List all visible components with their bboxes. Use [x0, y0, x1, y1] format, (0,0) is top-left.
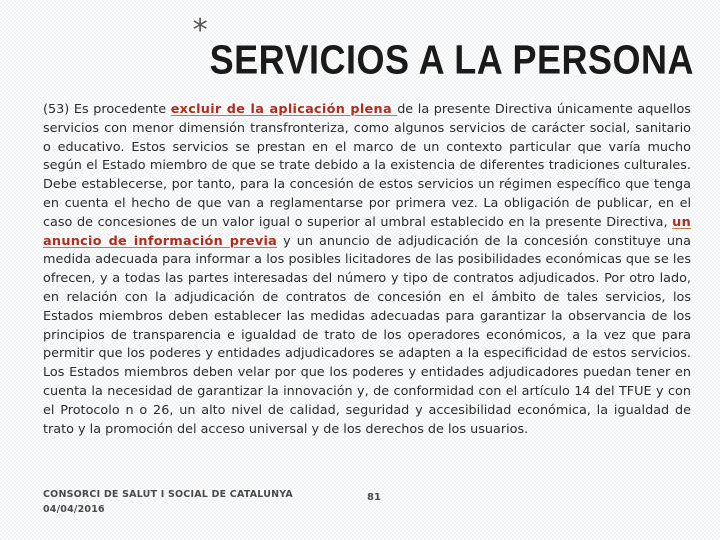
highlight-excluir: excluir de la aplicación plena [170, 102, 398, 117]
asterisk-marker: * [192, 13, 208, 48]
footer-credits [43, 487, 293, 517]
body-paragraph [43, 101, 691, 439]
paragraph-text-1: (53) Es procedente [43, 102, 171, 117]
footer-organization: CONSORCI DE SALUT I SOCIAL DE CATALUNYA [43, 489, 293, 500]
slide-header [192, 13, 694, 84]
paragraph-text-2: de la presente Directiva únicamente aquellos servicios con menor dimensión transfronteriza, como algunos servicios de carácter social, sanitario o educativo. Estos servicios se prestan en el marco de un contexto particular que varía mucho según el Estado miembro de que se trate debido a la existencia de diferentes tradiciones culturales. Debe establecerse, por tanto, para la concesión de estos servicios un régimen específico que tenga en cuenta el hecho de que van a reglamentarse por primera vez. La obligación de publicar, en el caso de concesiones de un valor igual o superior al umbral establecido en la presente Directiva, [43, 102, 691, 230]
slide-title: SERVICIOS A LA PERSONA [209, 36, 694, 83]
page-number: 81 [367, 492, 381, 503]
paragraph-text-3: y un anuncio de adjudicación de la concesión constituye una medida adecuada para informar a los posibles licitadores de las posibilidades económicas que se les ofrecen, y a todas las partes interesadas del número y tipo de contratos adjudicados. Por otro lado, en relación con la adjudicación de contratos de concesión en el ámbito de tales servicios, los Estados miembros deben establecer las medidas adecuadas para garantizar la observancia de los principios de transparencia e igualdad de trato de los operadores económicos, a la vez que para permitir que los poderes y entidades adjudicadores se adapten a la especificidad de estos servicios. Los Estados miembros deben velar por que los poderes y entidades adjudicadores puedan tener en cuenta la necesidad de garantizar la innovación y, de conformidad con el artículo 14 del TFUE y con el Protocolo n o 26, un alto nivel de calidad, seguridad y accesibilidad económica, la igualdad de trato y la promoción del acceso universal y de los derechos de los usuarios. [43, 233, 691, 437]
footer-date: 04/04/2016 [43, 504, 105, 515]
highlight-anuncio-informacion-previa: un anuncio de información previa [43, 214, 691, 249]
